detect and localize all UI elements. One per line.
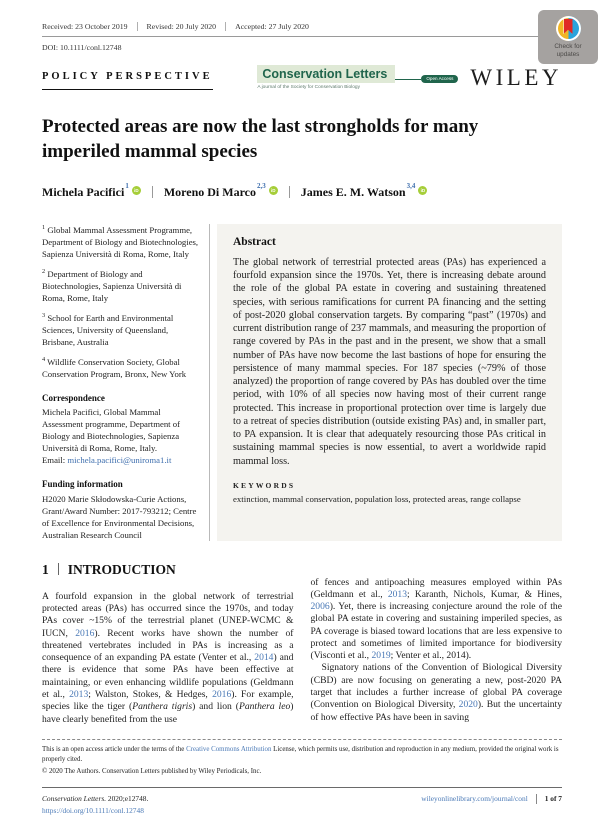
- article-type-label: POLICY PERSPECTIVE: [42, 71, 213, 90]
- author-3: [300, 181, 428, 200]
- funding-heading: Funding information: [42, 479, 123, 490]
- check-updates-label-line1: Check for: [554, 43, 582, 50]
- correspondence-heading: Correspondence: [42, 392, 105, 403]
- author-separator: [152, 186, 153, 198]
- author-2-affil-superscript: 2,3: [257, 181, 266, 190]
- affiliation-2-number: 2: [42, 267, 46, 275]
- crossmark-icon: [556, 16, 581, 41]
- received-date: Received: 23 October 2019: [42, 22, 128, 31]
- section-title: INTRODUCTION: [67, 561, 176, 577]
- correspondence-address: Michela Pacifici, Global Mammal Assessment programme, Department of Biology and Biotechnologies, Sapienza Università di Roma, Rome, Italy.: [42, 407, 180, 454]
- front-matter: [42, 224, 562, 541]
- open-access-note: This is an open access article under the terms of the Creative Commons Attribution License, which permits use, distribution and reproduction in any medium, provided the original work is properly cited.: [42, 745, 559, 764]
- affiliation-3-number: 3: [42, 311, 46, 319]
- abstract-text: The global network of terrestrial protected areas (PAs) has experienced a fourfold expansion since the 1970s. Yet, there is increasing debate around the role of the global PA estate in covering and sustaining threatened species, with serious ramifications for current PA financing and the setting of post-2020 global conservation targets. By comparing “past” (1970s) and current distribution range of 237 mammals, and measuring the proportion of range covered by PAs in the past and in the present, we show that a small number of PAs have now become the last bastions of hope for ensuring the persistence of many mammal species. For 187 species (~79% of those analyzed) the proportion of range covered by PAs has doubled over the time period, with 10% of all species now having most of their current range protected. This increase in proportional protection over time is largely due to a retreat of species distribution (outside existing PAs) and, in smaller part, to PA expansion. It is clear that adequately resourcing those PAs critical in sustaining mammal species is now essential, to avert a worldwide rapid mammal loss.: [233, 256, 546, 467]
- page-footer: [42, 794, 562, 815]
- affiliation-2: [42, 268, 200, 304]
- check-updates-label-line2: updates: [556, 51, 580, 58]
- author-3-name: James E. M. Watson: [300, 184, 406, 199]
- author-2: [163, 181, 278, 200]
- affiliation-4-text: Wildlife Conservation Society, Global Conservation Program, Bronx, New York: [42, 356, 187, 379]
- affiliation-1: [42, 224, 200, 260]
- orcid-icon[interactable]: iD: [269, 186, 278, 195]
- check-for-updates-badge[interactable]: [538, 10, 598, 64]
- journal-tagline: A journal of the Society for Conservation Biology: [257, 84, 360, 90]
- affiliation-1-number: 1: [42, 223, 46, 231]
- doi-label: DOI: 10.1111/conl.12748: [42, 43, 122, 52]
- author-3-affil-superscript: 3,4: [406, 181, 416, 190]
- journal-logo: [257, 65, 458, 90]
- correspondence-text: [42, 406, 200, 466]
- logo-rule: [395, 79, 421, 80]
- email-label: Email:: [42, 455, 68, 466]
- brand-row: [42, 65, 562, 90]
- section-heading: [42, 561, 294, 578]
- author-2-name: Moreno Di Marco: [163, 184, 257, 199]
- introduction-section: [42, 561, 562, 726]
- abstract-panel: [217, 224, 562, 541]
- footer-page-number: 1 of 7: [544, 794, 562, 804]
- affiliations-column: [42, 224, 209, 541]
- accepted-date: Accepted: 27 July 2020: [225, 22, 318, 31]
- author-list: [42, 181, 560, 200]
- author-1-affil-superscript: 1: [125, 181, 129, 190]
- affiliation-3: [42, 312, 200, 348]
- copyright-note: © 2020 The Authors. Conservation Letters published by Wiley Periodicals, Inc.: [42, 768, 262, 776]
- footer-separator: [536, 794, 537, 804]
- orcid-icon[interactable]: iD: [418, 186, 427, 195]
- keywords-heading: KEYWORDS: [233, 480, 296, 490]
- manuscript-dates-row: [42, 22, 542, 37]
- journal-name: Conservation Letters: [257, 65, 395, 83]
- intro-paragraph-right-1: of fences and antipoaching measures employed within PAs (Geldmann et al., 2013; Karanth, Nichols, Kumar, & Hines, 2006). Yet, there is increasing conjecture around the role of the global PA estate in covering and sustaining imperiled species, as PA coverage is biased toward locations that are less expensive to protect and sometimes of limited importance for biodiversity (Visconti et al., 2019; Venter et al., 2014).: [310, 576, 562, 662]
- open-access-badge: Open Access: [421, 75, 458, 83]
- affiliation-2-text: Department of Biology and Biotechnologies, Sapienza Università di Roma, Rome, Italy: [42, 268, 182, 303]
- intro-column-right: [311, 561, 563, 726]
- section-separator: [58, 563, 59, 575]
- funding-text: H2020 Marie Skłodowska-Curie Actions, Grant/Award Number: 2017-793212; Centre of Excellence for Environmental Decisions, Australian Research Council: [42, 493, 197, 540]
- author-1: [42, 181, 141, 200]
- affiliation-1-text: Global Mammal Assessment Programme, Department of Biology and Biotechnologies, Sapienza Università di Roma, Rome, Italy: [42, 224, 199, 259]
- orcid-icon[interactable]: iD: [132, 186, 141, 195]
- column-divider: [209, 224, 210, 541]
- footer-doi-link[interactable]: https://doi.org/10.1111/conl.12748: [42, 805, 144, 815]
- email-link[interactable]: michela.pacifici@uniroma1.it: [67, 455, 172, 466]
- license-footnote: [42, 739, 562, 778]
- section-number: 1: [42, 561, 49, 577]
- footer-journal-ref: Conservation Letters. 2020;e12748.: [42, 793, 149, 803]
- article-title: Protected areas are now the last strongholds for many imperiled mammal species: [42, 115, 479, 163]
- bookmark-ribbon-icon: [564, 19, 573, 34]
- abstract-heading: Abstract: [233, 235, 276, 248]
- author-separator: [289, 186, 290, 198]
- affiliation-4-number: 4: [42, 355, 46, 363]
- keywords-text: extinction, mammal conservation, population loss, protected areas, range collapse: [233, 493, 521, 504]
- affiliation-3-text: School for Earth and Environmental Sciences, University of Queensland, Brisbane, Australia: [42, 312, 174, 347]
- intro-paragraph-right-2: Signatory nations of the Convention of Biological Diversity (CBD) are now focusing on generating a new, post-2020 PA target that includes a further increase of global PA coverage (Convention on Biological Diversity, 2020). But the uncertainty of how effective PAs have been in saving: [310, 662, 562, 723]
- wiley-logo: WILEY: [470, 64, 562, 90]
- intro-paragraph-left: A fourfold expansion in the global network of terrestrial protected areas (PAs) has occurred since the 1970s, and today PAs cover ~15% of the terrestrial planet (UNEP-WCMC & IUCN, 2016). Recent works have shown the number of threatened vertebrates included in PAs is increasing as a consequence of an expanding PA estate (Venter et al., 2014) and there is evidence that some PAs have been effective at maintaining, or even enhancing wildlife populations (Geldmann et al., 2013; Walston, Stokes, & Hedges, 2016). For example, species like the tiger (Panthera tigris) and lion (Panthera leo) have clearly benefited from the use: [42, 590, 294, 725]
- footer-citation: [42, 794, 148, 815]
- intro-column-left: [42, 561, 294, 726]
- affiliation-4: [42, 356, 200, 380]
- footer-site-link[interactable]: wileyonlinelibrary.com/journal/conl: [421, 794, 528, 804]
- revised-date: Revised: 20 July 2020: [137, 22, 226, 31]
- author-1-name: Michela Pacifici: [42, 184, 125, 199]
